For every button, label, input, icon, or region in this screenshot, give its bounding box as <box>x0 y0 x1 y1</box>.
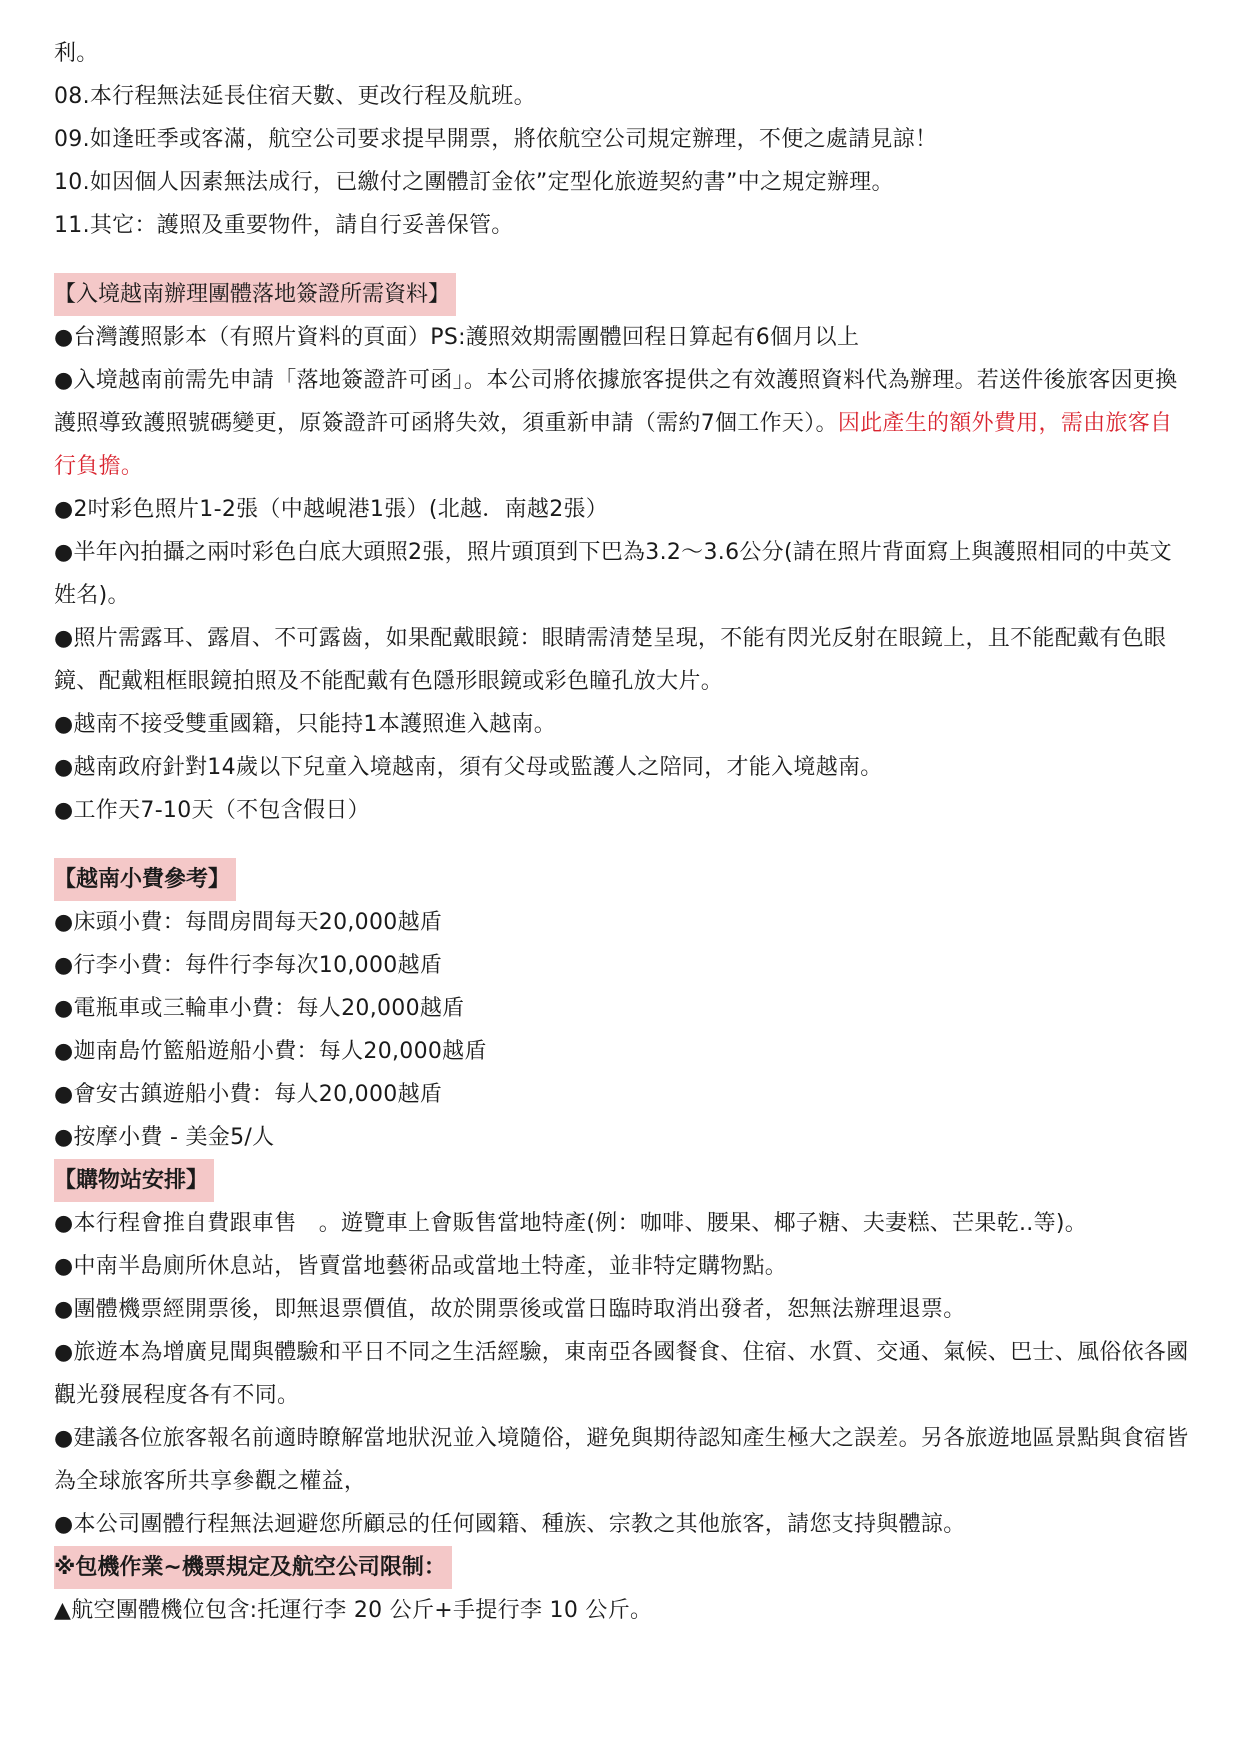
tips-heading: 【越南小費參考】 <box>54 858 236 901</box>
intro-section <box>54 32 1194 247</box>
visa-item-photo-spec: ●半年內拍攝之兩吋彩色白底大頭照2張，照片頭頂到下巴為3.2～3.6公分(請在照片背面寫上與護照相同的中英文姓名)。 <box>54 540 1172 608</box>
visa-item-working-days: ●工作天7-10天（不包含假日） <box>54 798 370 823</box>
intro-line-08: 08.本行程無法延長住宿天數、更改行程及航班。 <box>54 84 536 109</box>
shopping-item-no-refund: ●團體機票經開票後，即無退票價值，故於開票後或當日臨時取消出發者，恕無法辦理退票。 <box>54 1297 966 1322</box>
tips-section <box>54 858 1194 1159</box>
visa-item-passport-copy: ●台灣護照影本（有照片資料的頁面）PS:護照效期需團體回程日算起有6個月以上 <box>54 325 860 350</box>
shopping-item-local-customs: ●建議各位旅客報名前適時瞭解當地狀況並入境隨俗，避免與期待認知產生極大之誤差。另各旅遊地區景點與食宿皆為全球旅客所共享參觀之權益， <box>54 1426 1189 1494</box>
shopping-item-experience: ●旅遊本為增廣見聞與體驗和平日不同之生活經驗，東南亞各國餐食、住宿、水質、交通、氣候、巴士、風俗依各國觀光發展程度各有不同。 <box>54 1340 1189 1408</box>
tip-item-basket-boat: ●迦南島竹籃船遊船小費：每人20,000越盾 <box>54 1039 487 1064</box>
tip-item-cart: ●電瓶車或三輪車小費：每人20,000越盾 <box>54 996 465 1021</box>
document-page <box>54 32 1194 1632</box>
tip-item-hoian-boat: ●會安古鎮遊船小費：每人20,000越盾 <box>54 1082 443 1107</box>
visa-approval-text: ●入境越南前需先申請「落地簽證許可函」。本公司將依據旅客提供之有效護照資料代為辦理。若送件後旅客因更換護照導致護照號碼變更，原簽證許可函將失效，須重新申請（需約7個工作天）。 <box>54 368 1178 436</box>
charter-heading: ※包機作業~機票規定及航空公司限制： <box>54 1546 452 1589</box>
intro-line-10: 10.如因個人因素無法成行，已繳付之團體訂金依”定型化旅遊契約書”中之規定辦理。 <box>54 170 894 195</box>
visa-item-photo-count: ●2吋彩色照片1-2張（中越峴港1張）(北越．南越2張） <box>54 497 609 522</box>
shopping-item-rest-stops: ●中南半島廁所休息站，皆賣當地藝術品或當地土特產，並非特定購物點。 <box>54 1254 788 1279</box>
visa-section <box>54 273 1194 832</box>
visa-item-children: ●越南政府針對14歲以下兒童入境越南，須有父母或監護人之陪同，才能入境越南。 <box>54 755 883 780</box>
shopping-item-bus-sales: ●本行程會推自費跟車售 。遊覽車上會販售當地特產(例：咖啡、腰果、椰子糖、夫妻糕、芒果乾..等)。 <box>54 1211 1088 1236</box>
visa-item-approval-letter <box>54 359 1194 488</box>
intro-line-09: 09.如逢旺季或客滿，航空公司要求提早開票，將依航空公司規定辦理，不便之處請見諒！ <box>54 127 938 152</box>
shopping-heading: 【購物站安排】 <box>54 1159 214 1202</box>
visa-item-dual-nationality: ●越南不接受雙重國籍，只能持1本護照進入越南。 <box>54 712 557 737</box>
tip-item-bed: ●床頭小費：每間房間每天20,000越盾 <box>54 910 443 935</box>
visa-heading: 【入境越南辦理團體落地簽證所需資料】 <box>54 273 456 316</box>
charter-item-baggage: ▲航空團體機位包含:托運行李 20 公斤+手提行李 10 公斤。 <box>54 1598 653 1623</box>
tip-item-massage: ●按摩小費 - 美金5/人 <box>54 1125 275 1150</box>
intro-line-continuation: 利。 <box>54 41 99 66</box>
tip-item-luggage: ●行李小費：每件行李每次10,000越盾 <box>54 953 443 978</box>
charter-section <box>54 1546 1194 1632</box>
visa-item-photo-rules: ●照片需露耳、露眉、不可露齒，如果配戴眼鏡：眼睛需清楚呈現，不能有閃光反射在眼鏡上，且不能配戴有色眼鏡、配戴粗框眼鏡拍照及不能配戴有色隱形眼鏡或彩色瞳孔放大片。 <box>54 626 1167 694</box>
intro-line-11: 11.其它：護照及重要物件，請自行妥善保管。 <box>54 213 514 238</box>
visa-extra-fee-warning: 因此產生的額外費用，需由旅客自行負擔。 <box>54 411 1173 479</box>
shopping-section <box>54 1159 1194 1546</box>
shopping-item-other-travelers: ●本公司團體行程無法迴避您所顧忌的任何國籍、種族、宗教之其他旅客，請您支持與體諒。 <box>54 1512 966 1537</box>
